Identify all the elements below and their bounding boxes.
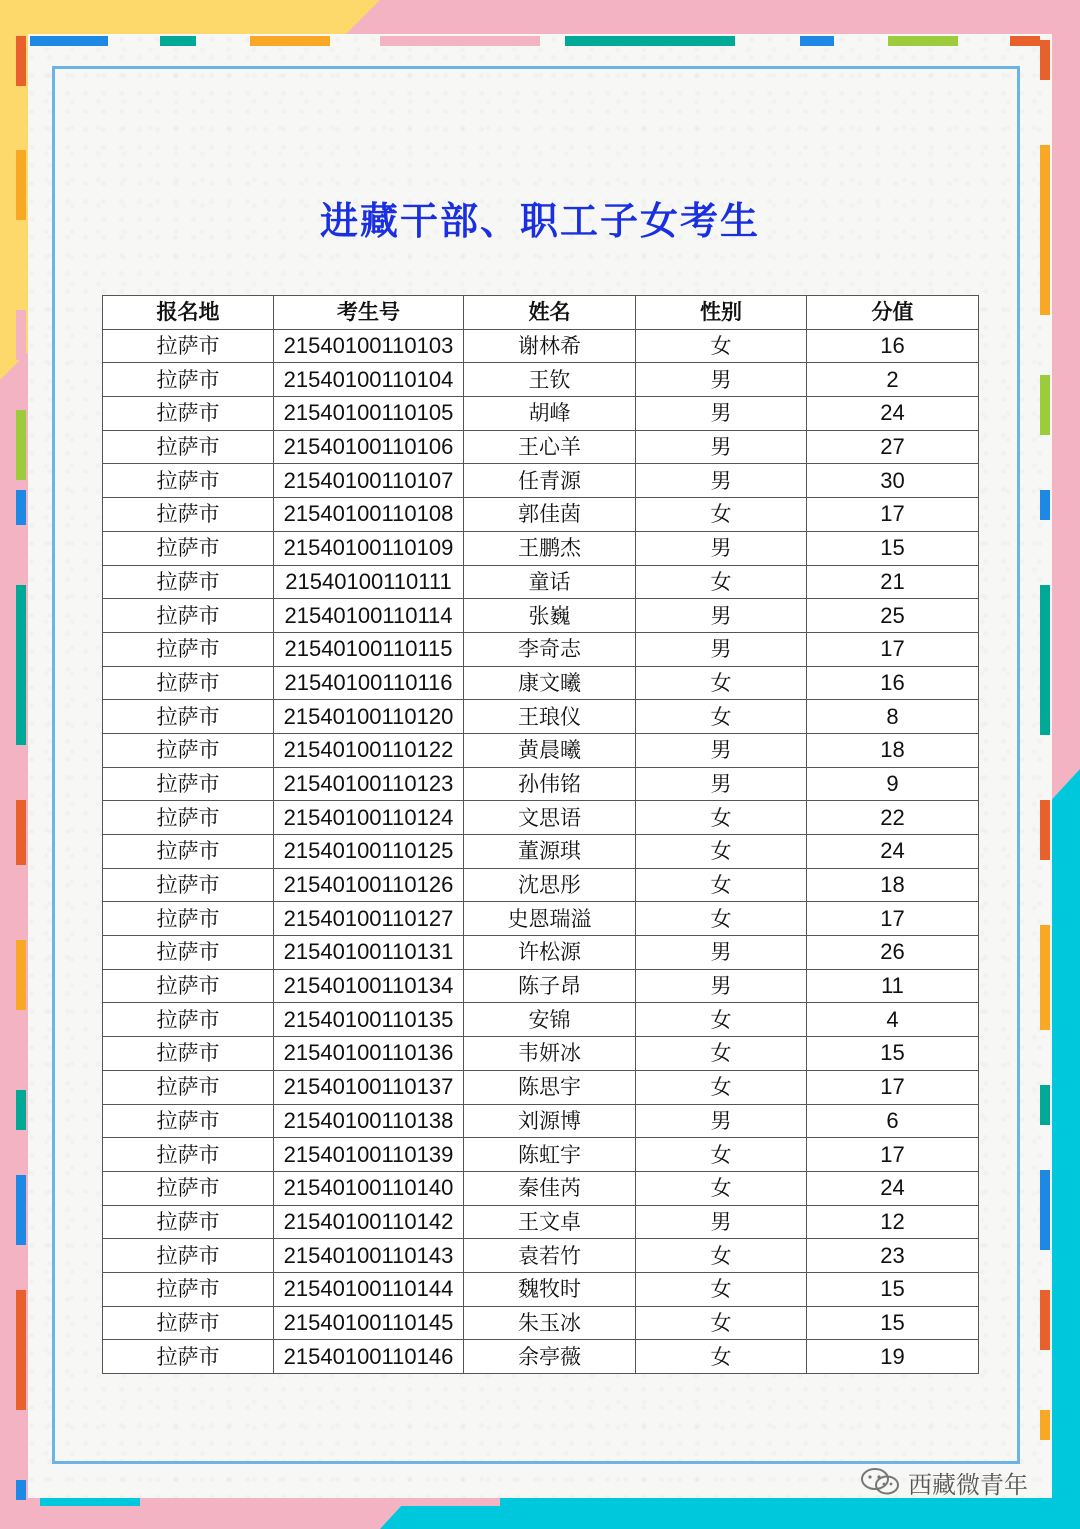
score-cell: 17 <box>807 902 979 936</box>
gender-cell: 女 <box>636 902 807 936</box>
border-dash <box>250 36 330 46</box>
table-row <box>103 936 979 970</box>
name-cell: 魏牧时 <box>464 1272 636 1306</box>
city-cell: 拉萨市 <box>103 464 274 498</box>
city-cell: 拉萨市 <box>103 1003 274 1037</box>
city-cell: 拉萨市 <box>103 632 274 666</box>
exam-number-cell: 21540100110136 <box>274 1037 464 1071</box>
table-row <box>103 397 979 431</box>
table-row <box>103 632 979 666</box>
border-dash <box>1040 375 1050 435</box>
exam-number-cell: 21540100110137 <box>274 1070 464 1104</box>
gender-cell: 男 <box>636 363 807 397</box>
border-dash <box>888 36 958 46</box>
gender-cell: 男 <box>636 969 807 1003</box>
name-cell: 李奇志 <box>464 632 636 666</box>
name-cell: 胡峰 <box>464 397 636 431</box>
border-dash <box>565 36 735 46</box>
name-cell: 童话 <box>464 565 636 599</box>
table-row <box>103 902 979 936</box>
name-cell: 王文卓 <box>464 1205 636 1239</box>
table-row <box>103 801 979 835</box>
score-cell: 6 <box>807 1104 979 1138</box>
gender-cell: 女 <box>636 835 807 869</box>
exam-number-cell: 21540100110105 <box>274 397 464 431</box>
gender-cell: 男 <box>636 1104 807 1138</box>
gender-cell: 女 <box>636 666 807 700</box>
score-cell: 18 <box>807 868 979 902</box>
city-cell: 拉萨市 <box>103 936 274 970</box>
city-cell: 拉萨市 <box>103 700 274 734</box>
table-row <box>103 969 979 1003</box>
score-cell: 25 <box>807 599 979 633</box>
exam-number-cell: 21540100110127 <box>274 902 464 936</box>
border-dash <box>40 1498 140 1506</box>
name-cell: 文思语 <box>464 801 636 835</box>
exam-number-cell: 21540100110126 <box>274 868 464 902</box>
border-dash <box>380 36 540 46</box>
exam-number-cell: 21540100110145 <box>274 1306 464 1340</box>
table-row <box>103 666 979 700</box>
city-cell: 拉萨市 <box>103 1171 274 1205</box>
exam-number-cell: 21540100110142 <box>274 1205 464 1239</box>
border-dash <box>1040 925 1050 1030</box>
gender-cell: 男 <box>636 430 807 464</box>
city-cell: 拉萨市 <box>103 733 274 767</box>
exam-number-cell: 21540100110107 <box>274 464 464 498</box>
border-dash <box>16 1290 26 1410</box>
border-dash <box>1040 1290 1050 1350</box>
score-cell: 2 <box>807 363 979 397</box>
border-dash <box>16 1480 26 1500</box>
name-cell: 黄晨曦 <box>464 733 636 767</box>
gender-cell: 女 <box>636 868 807 902</box>
header-cell: 考生号 <box>274 296 464 330</box>
score-cell: 22 <box>807 801 979 835</box>
gender-cell: 女 <box>636 1070 807 1104</box>
gender-cell: 男 <box>636 1205 807 1239</box>
gender-cell: 女 <box>636 700 807 734</box>
header-cell: 姓名 <box>464 296 636 330</box>
name-cell: 秦佳芮 <box>464 1171 636 1205</box>
city-cell: 拉萨市 <box>103 835 274 869</box>
exam-number-cell: 21540100110108 <box>274 498 464 532</box>
city-cell: 拉萨市 <box>103 430 274 464</box>
gender-cell: 女 <box>636 1239 807 1273</box>
account-watermark <box>860 1460 1060 1504</box>
exam-number-cell: 21540100110124 <box>274 801 464 835</box>
exam-number-cell: 21540100110138 <box>274 1104 464 1138</box>
city-cell: 拉萨市 <box>103 801 274 835</box>
name-cell: 任青源 <box>464 464 636 498</box>
exam-number-cell: 21540100110140 <box>274 1171 464 1205</box>
gender-cell: 女 <box>636 1003 807 1037</box>
exam-number-cell: 21540100110143 <box>274 1239 464 1273</box>
exam-number-cell: 21540100110109 <box>274 531 464 565</box>
border-dash <box>16 940 26 1010</box>
table-row <box>103 1070 979 1104</box>
table-row <box>103 1272 979 1306</box>
name-cell: 许松源 <box>464 936 636 970</box>
name-cell: 史恩瑞溢 <box>464 902 636 936</box>
table-header-row <box>103 296 979 330</box>
name-cell: 郭佳茵 <box>464 498 636 532</box>
table-row <box>103 1138 979 1172</box>
border-dash <box>1040 1170 1050 1250</box>
border-dash <box>1040 800 1050 860</box>
name-cell: 谢林希 <box>464 329 636 363</box>
gender-cell: 男 <box>636 397 807 431</box>
name-cell: 陈虹宇 <box>464 1138 636 1172</box>
score-cell: 16 <box>807 329 979 363</box>
name-cell: 安锦 <box>464 1003 636 1037</box>
exam-number-cell: 21540100110135 <box>274 1003 464 1037</box>
score-cell: 24 <box>807 397 979 431</box>
score-cell: 17 <box>807 632 979 666</box>
border-dash <box>1040 490 1050 520</box>
score-cell: 19 <box>807 1340 979 1374</box>
border-dash <box>16 410 26 480</box>
table-row <box>103 329 979 363</box>
score-cell: 16 <box>807 666 979 700</box>
exam-number-cell: 21540100110106 <box>274 430 464 464</box>
table-row <box>103 363 979 397</box>
exam-number-cell: 21540100110111 <box>274 565 464 599</box>
table-row <box>103 733 979 767</box>
gender-cell: 男 <box>636 733 807 767</box>
gender-cell: 女 <box>636 329 807 363</box>
city-cell: 拉萨市 <box>103 565 274 599</box>
exam-number-cell: 21540100110146 <box>274 1340 464 1374</box>
city-cell: 拉萨市 <box>103 498 274 532</box>
score-cell: 17 <box>807 1138 979 1172</box>
exam-number-cell: 21540100110104 <box>274 363 464 397</box>
table-row <box>103 767 979 801</box>
exam-number-cell: 21540100110123 <box>274 767 464 801</box>
city-cell: 拉萨市 <box>103 1037 274 1071</box>
name-cell: 王琅仪 <box>464 700 636 734</box>
score-cell: 15 <box>807 1037 979 1071</box>
gender-cell: 女 <box>636 1171 807 1205</box>
city-cell: 拉萨市 <box>103 1272 274 1306</box>
name-cell: 刘源博 <box>464 1104 636 1138</box>
exam-number-cell: 21540100110116 <box>274 666 464 700</box>
header-cell: 分值 <box>807 296 979 330</box>
name-cell: 韦妍冰 <box>464 1037 636 1071</box>
border-dash <box>16 310 26 360</box>
wechat-icon <box>860 1467 902 1497</box>
city-cell: 拉萨市 <box>103 868 274 902</box>
exam-number-cell: 21540100110120 <box>274 700 464 734</box>
gender-cell: 男 <box>636 767 807 801</box>
watermark-text: 西藏微青年 <box>908 1470 1028 1499</box>
table-row <box>103 1037 979 1071</box>
score-cell: 8 <box>807 700 979 734</box>
border-dash <box>1040 1085 1050 1125</box>
border-dash <box>160 36 196 46</box>
city-cell: 拉萨市 <box>103 1070 274 1104</box>
gender-cell: 男 <box>636 632 807 666</box>
border-dash <box>380 1498 500 1506</box>
score-cell: 21 <box>807 565 979 599</box>
gender-cell: 女 <box>636 498 807 532</box>
name-cell: 陈子昂 <box>464 969 636 1003</box>
name-cell: 康文曦 <box>464 666 636 700</box>
score-cell: 12 <box>807 1205 979 1239</box>
table-row <box>103 531 979 565</box>
table-row <box>103 1171 979 1205</box>
border-dash <box>1010 36 1040 46</box>
gender-cell: 男 <box>636 599 807 633</box>
exam-number-cell: 21540100110131 <box>274 936 464 970</box>
city-cell: 拉萨市 <box>103 1306 274 1340</box>
exam-number-cell: 21540100110115 <box>274 632 464 666</box>
score-cell: 27 <box>807 430 979 464</box>
border-dash <box>16 585 26 745</box>
table-row <box>103 868 979 902</box>
city-cell: 拉萨市 <box>103 397 274 431</box>
candidate-table <box>102 295 979 1374</box>
table-row <box>103 1239 979 1273</box>
gender-cell: 女 <box>636 565 807 599</box>
city-cell: 拉萨市 <box>103 1104 274 1138</box>
score-cell: 24 <box>807 835 979 869</box>
score-cell: 4 <box>807 1003 979 1037</box>
table-row <box>103 498 979 532</box>
name-cell: 董源琪 <box>464 835 636 869</box>
score-cell: 15 <box>807 1306 979 1340</box>
gender-cell: 女 <box>636 1138 807 1172</box>
city-cell: 拉萨市 <box>103 902 274 936</box>
table-row <box>103 835 979 869</box>
border-dash <box>16 490 26 525</box>
table-row <box>103 700 979 734</box>
city-cell: 拉萨市 <box>103 1239 274 1273</box>
city-cell: 拉萨市 <box>103 363 274 397</box>
name-cell: 孙伟铭 <box>464 767 636 801</box>
score-cell: 15 <box>807 1272 979 1306</box>
table-row <box>103 430 979 464</box>
header-cell: 性别 <box>636 296 807 330</box>
city-cell: 拉萨市 <box>103 1340 274 1374</box>
exam-number-cell: 21540100110139 <box>274 1138 464 1172</box>
exam-number-cell: 21540100110103 <box>274 329 464 363</box>
score-cell: 24 <box>807 1171 979 1205</box>
border-dash <box>1040 585 1050 735</box>
border-dash <box>30 36 108 46</box>
border-dash <box>16 800 26 865</box>
score-cell: 30 <box>807 464 979 498</box>
table-row <box>103 599 979 633</box>
gender-cell: 女 <box>636 1306 807 1340</box>
score-cell: 9 <box>807 767 979 801</box>
city-cell: 拉萨市 <box>103 666 274 700</box>
border-dash <box>16 1175 26 1245</box>
page-title: 进藏干部、职工子女考生 <box>319 198 760 243</box>
score-cell: 18 <box>807 733 979 767</box>
score-cell: 17 <box>807 498 979 532</box>
score-cell: 15 <box>807 531 979 565</box>
table-row <box>103 464 979 498</box>
table-row <box>103 1003 979 1037</box>
city-cell: 拉萨市 <box>103 531 274 565</box>
table-row <box>103 1104 979 1138</box>
name-cell: 余亭薇 <box>464 1340 636 1374</box>
border-dash <box>1040 1410 1050 1440</box>
border-dash <box>16 36 26 86</box>
exam-number-cell: 21540100110144 <box>274 1272 464 1306</box>
gender-cell: 女 <box>636 1037 807 1071</box>
name-cell: 陈思宇 <box>464 1070 636 1104</box>
gender-cell: 女 <box>636 1272 807 1306</box>
name-cell: 朱玉冰 <box>464 1306 636 1340</box>
border-dash <box>800 36 834 46</box>
header-cell: 报名地 <box>103 296 274 330</box>
exam-number-cell: 21540100110134 <box>274 969 464 1003</box>
name-cell: 张巍 <box>464 599 636 633</box>
table-row <box>103 1340 979 1374</box>
table-body <box>103 329 979 1373</box>
city-cell: 拉萨市 <box>103 767 274 801</box>
exam-number-cell: 21540100110122 <box>274 733 464 767</box>
name-cell: 王鹏杰 <box>464 531 636 565</box>
name-cell: 袁若竹 <box>464 1239 636 1273</box>
city-cell: 拉萨市 <box>103 1138 274 1172</box>
score-cell: 17 <box>807 1070 979 1104</box>
exam-number-cell: 21540100110125 <box>274 835 464 869</box>
city-cell: 拉萨市 <box>103 969 274 1003</box>
table-row <box>103 565 979 599</box>
gender-cell: 男 <box>636 936 807 970</box>
score-cell: 11 <box>807 969 979 1003</box>
gender-cell: 男 <box>636 531 807 565</box>
gender-cell: 女 <box>636 1340 807 1374</box>
score-cell: 26 <box>807 936 979 970</box>
city-cell: 拉萨市 <box>103 329 274 363</box>
gender-cell: 男 <box>636 464 807 498</box>
border-dash <box>1040 40 1050 80</box>
gender-cell: 女 <box>636 801 807 835</box>
city-cell: 拉萨市 <box>103 599 274 633</box>
table-row <box>103 1306 979 1340</box>
table-row <box>103 1205 979 1239</box>
border-dash <box>16 1090 26 1130</box>
exam-number-cell: 21540100110114 <box>274 599 464 633</box>
name-cell: 沈思彤 <box>464 868 636 902</box>
name-cell: 王钦 <box>464 363 636 397</box>
score-cell: 23 <box>807 1239 979 1273</box>
name-cell: 王心羊 <box>464 430 636 464</box>
city-cell: 拉萨市 <box>103 1205 274 1239</box>
